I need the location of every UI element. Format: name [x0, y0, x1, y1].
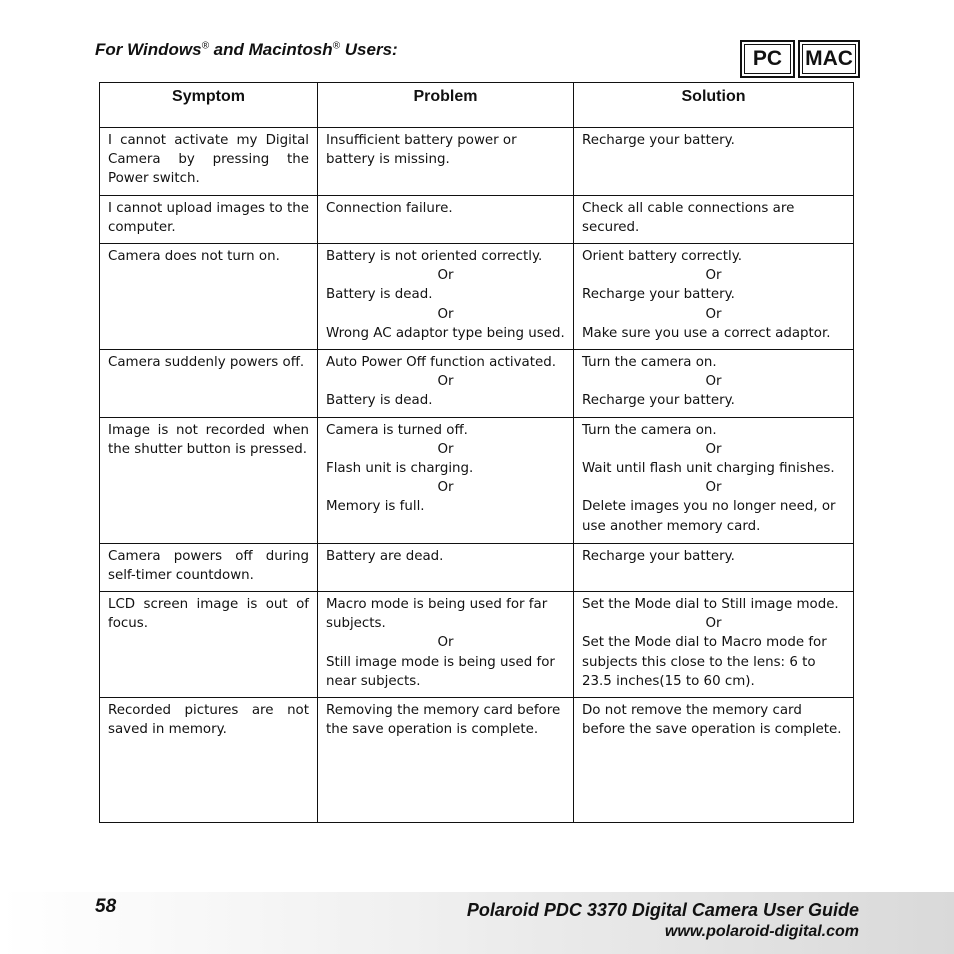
table-row	[100, 417, 854, 543]
solution-line: Turn the camera on.	[582, 355, 717, 371]
or-separator: Or	[437, 374, 454, 390]
solution-line: Delete images you no longer need, or use another memory card.	[582, 499, 836, 534]
heading-part-macintosh: and Macintosh	[208, 40, 333, 59]
solution-line: Set the Mode dial to Still image mode.	[582, 597, 839, 613]
table-row	[100, 350, 854, 418]
solution-line: Turn the camera on.	[582, 422, 717, 438]
solution-cell	[574, 350, 854, 418]
or-separator: Or	[705, 441, 722, 457]
problem-line: Camera is turned off.	[326, 422, 468, 438]
or-separator: Or	[437, 268, 454, 284]
problem-cell	[318, 592, 574, 698]
problem-line: Still image mode is being used for near subjects.	[326, 654, 555, 689]
problem-line: Battery is not oriented correctly.	[326, 249, 543, 265]
problem-cell	[318, 417, 574, 543]
solution-line: Recharge your battery.	[582, 548, 735, 564]
page-number: 58	[95, 896, 117, 917]
table-row	[100, 195, 854, 243]
problem-line: Battery is dead.	[326, 287, 433, 303]
problem-line: Connection failure.	[326, 200, 453, 216]
solution-cell	[574, 698, 854, 823]
heading-part-users: Users:	[340, 40, 398, 59]
solution-line: Recharge your battery.	[582, 287, 735, 303]
symptom-cell: I cannot upload images to the computer.	[100, 195, 318, 243]
or-separator: Or	[705, 480, 722, 496]
registered-mark-2: ®	[332, 40, 341, 52]
problem-line: Insufficient battery power or battery is missing.	[326, 133, 517, 168]
solution-cell	[574, 195, 854, 243]
problem-line: Removing the memory card before the save operation is complete.	[326, 703, 561, 738]
website-url: www.polaroid-digital.com	[664, 923, 859, 940]
or-separator: Or	[705, 268, 722, 284]
heading-part-windows: For Windows	[95, 40, 202, 59]
solution-cell	[574, 244, 854, 350]
table-row	[100, 244, 854, 350]
problem-line: Memory is full.	[326, 499, 425, 515]
header-problem: Problem	[318, 83, 574, 128]
solution-line: Make sure you use a correct adaptor.	[582, 325, 831, 341]
or-separator: Or	[437, 635, 454, 651]
or-separator: Or	[437, 306, 454, 322]
symptom-cell: Image is not recorded when the shutter button is pressed.	[100, 417, 318, 543]
solution-line: Wait until flash unit charging finishes.	[582, 461, 835, 477]
header-solution: Solution	[574, 83, 854, 128]
solution-line: Recharge your battery.	[582, 133, 735, 148]
problem-line: Auto Power Off function activated.	[326, 355, 556, 371]
problem-cell	[318, 195, 574, 243]
problem-line: Battery are dead.	[326, 548, 444, 564]
symptom-cell: Camera does not turn on.	[100, 244, 318, 350]
solution-line: Recharge your battery.	[582, 393, 735, 409]
or-separator: Or	[705, 374, 722, 390]
table-row	[100, 543, 854, 591]
problem-cell	[318, 350, 574, 418]
problem-line: Macro mode is being used for far subjects.	[326, 597, 548, 632]
table-row	[100, 128, 854, 196]
problem-cell	[318, 244, 574, 350]
mac-badge	[798, 40, 860, 78]
solution-cell	[574, 128, 854, 196]
problem-line: Wrong AC adaptor type being used.	[326, 325, 565, 341]
table-row	[100, 698, 854, 823]
platform-badges	[740, 40, 860, 78]
symptom-cell: LCD screen image is out of focus.	[100, 592, 318, 698]
page-heading	[95, 40, 398, 60]
troubleshooting-table	[99, 82, 854, 823]
symptom-cell: I cannot activate my Digital Camera by pressing the Power switch.	[100, 128, 318, 196]
guide-title: Polaroid PDC 3370 Digital Camera User Guide	[466, 900, 859, 920]
problem-cell	[318, 128, 574, 196]
table-header-row	[100, 83, 854, 128]
or-separator: Or	[437, 480, 454, 496]
footer-guide	[467, 899, 859, 942]
problem-cell	[318, 543, 574, 591]
symptom-cell: Camera suddenly powers off.	[100, 350, 318, 418]
solution-line: Check all cable connections are secured.	[582, 200, 795, 235]
solution-cell	[574, 543, 854, 591]
problem-cell	[318, 698, 574, 823]
solution-line: Set the Mode dial to Macro mode for subjects this close to the lens: 6 to 23.5 inches(15 to 60 cm).	[582, 635, 827, 689]
or-separator: Or	[705, 306, 722, 322]
symptom-cell: Camera powers off during self-timer countdown.	[100, 543, 318, 591]
mac-badge-label: MAC	[802, 44, 856, 74]
solution-cell	[574, 592, 854, 698]
or-separator: Or	[437, 441, 454, 457]
table-row	[100, 592, 854, 698]
problem-line: Battery is dead.	[326, 393, 433, 409]
pc-badge	[740, 40, 795, 78]
or-separator: Or	[705, 616, 722, 632]
symptom-cell: Recorded pictures are not saved in memory.	[100, 698, 318, 823]
problem-line: Flash unit is charging.	[326, 461, 474, 477]
pc-badge-label: PC	[744, 44, 791, 74]
solution-line: Orient battery correctly.	[582, 249, 743, 265]
registered-mark-1: ®	[201, 40, 209, 52]
solution-cell	[574, 417, 854, 543]
solution-line: Do not remove the memory card before the save operation is complete.	[582, 703, 842, 738]
header-symptom: Symptom	[100, 83, 318, 128]
